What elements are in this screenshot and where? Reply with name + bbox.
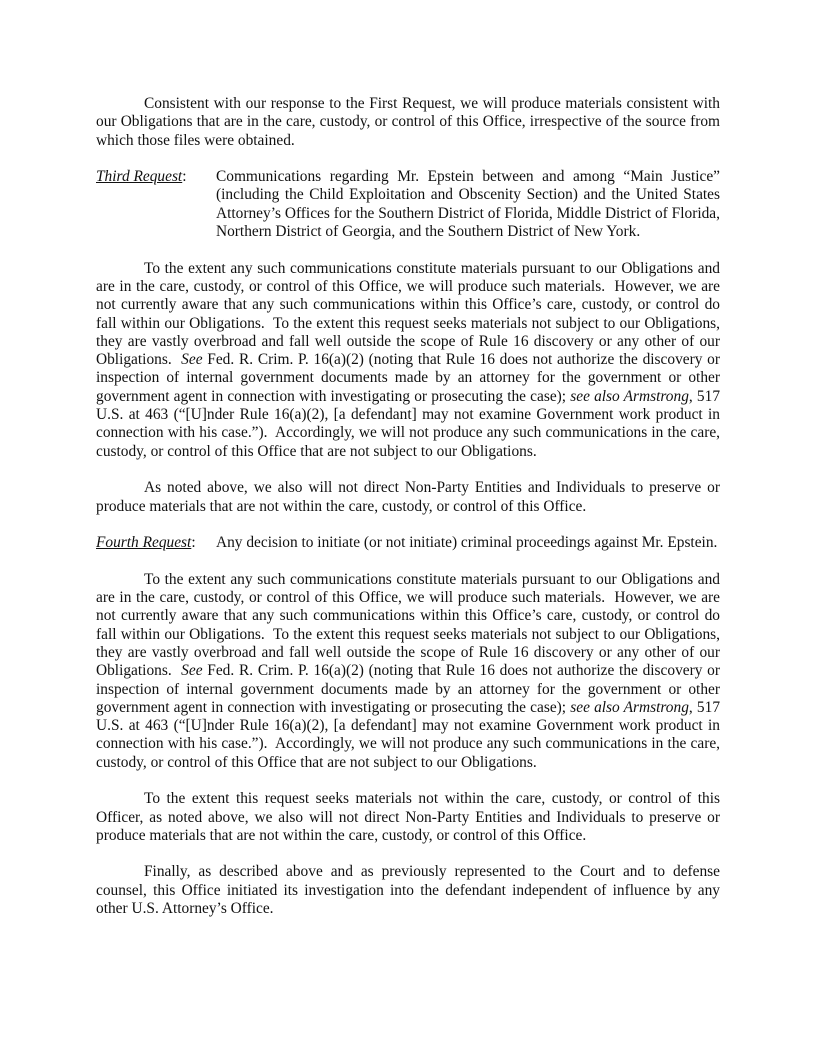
request-label-text: Third Request [96, 168, 183, 186]
paragraph-not-within-control [96, 790, 720, 845]
paragraph-text: , 517 U.S. at 463 (“[U]nder Rule 16(a)(2), [a defendant] may not examine Government work product in connection with his case.”). Accordingly, we will not produce any such communications in the care, custody, or control of this Office that are not subject to our Obligations. [96, 698, 724, 771]
citation-signal: See [181, 662, 203, 680]
paragraph-text: Fed. R. Crim. P. 16(a)(2) (noting that Rule 16 does not authorize the discovery or inspection of internal government documents made by an attorney for the government or other government agent in connection with investigating or prosecuting the case); [96, 351, 724, 405]
paragraph-text: Fed. R. Crim. P. 16(a)(2) (noting that Rule 16 does not authorize the discovery or inspection of internal government documents made by an attorney for the government or other government agent in connection with investigating or prosecuting the case); [96, 662, 724, 716]
document-page [96, 95, 724, 937]
paragraph-finally [96, 863, 720, 918]
colon: : [182, 168, 187, 186]
third-request [96, 168, 720, 241]
citation-signal: See [181, 351, 203, 369]
paragraph-first-request-response [96, 95, 720, 150]
colon: : [191, 534, 196, 552]
request-label [96, 168, 216, 241]
paragraph-text: , 517 U.S. at 463 (“[U]nder Rule 16(a)(2), [a defendant] may not examine Government work product in connection with his case.”). Accordingly, we will not produce any such communications in the care, custody, or control of this Office that are not subject to our Obligations. [96, 387, 724, 460]
paragraph-fourth-response [96, 570, 724, 772]
citation-case: see also Armstrong [570, 387, 689, 405]
paragraph-text: Finally, as described above and as previously represented to the Court and to defense counsel, this Office initiated its investigation into the defendant independent of influence by any other U.S. Attorney’s Office. [96, 863, 720, 918]
citation-case: see also Armstrong [570, 698, 689, 716]
paragraph-third-response [96, 259, 724, 461]
paragraph-text: To the extent any such communications constitute materials pursuant to our Obligations and are in the care, custody, or control of this Office, we will produce such materials. However, we are not currently aware that any such communications within this Office’s care, custody, or control do fall within our Obligations. To the extent this request seeks materials not subject to our Obligations, they are vastly overbroad and fall well outside the scope of Rule 16 discovery or any other of our Obligations. [96, 259, 724, 369]
request-label [96, 534, 216, 552]
request-text: Communications regarding Mr. Epstein between and among “Main Justice” (including the Child Exploitation and Obscenity Section) and the United States Attorney’s Offices for the Southern District of Florida, Middle District of Florida, Northern District of Georgia, and the Southern District of New York. [216, 168, 720, 241]
request-text: Any decision to initiate (or not initiate) criminal proceedings against Mr. Epstein. [216, 534, 718, 552]
paragraph-text: To the extent this request seeks materials not within the care, custody, or control of this Officer, as noted above, we also will not direct Non-Party Entities and Individuals to preserve or produce materials that are not within the care, custody, or control of this Office. [96, 790, 720, 844]
paragraph-text: As noted above, we also will not direct Non-Party Entities and Individuals to preserve or produce materials that are not within the care, custody, or control of this Office. [96, 479, 720, 515]
fourth-request [96, 534, 720, 552]
paragraph-text: Consistent with our response to the First Request, we will produce materials consistent with our Obligations that are in the care, custody, or control of this Office, irrespective of the source from which those files were obtained. [96, 95, 720, 149]
paragraph-non-party [96, 479, 720, 516]
request-label-text: Fourth Request [96, 534, 192, 552]
paragraph-text: To the extent any such communications constitute materials pursuant to our Obligations and are in the care, custody, or control of this Office, we will produce such materials. However, we are not currently aware that any such communications within this Office’s care, custody, or control do fall within our Obligations. To the extent this request seeks materials not subject to our Obligations, they are vastly overbroad and fall well outside the scope of Rule 16 discovery or any other of our Obligations. [96, 570, 724, 680]
